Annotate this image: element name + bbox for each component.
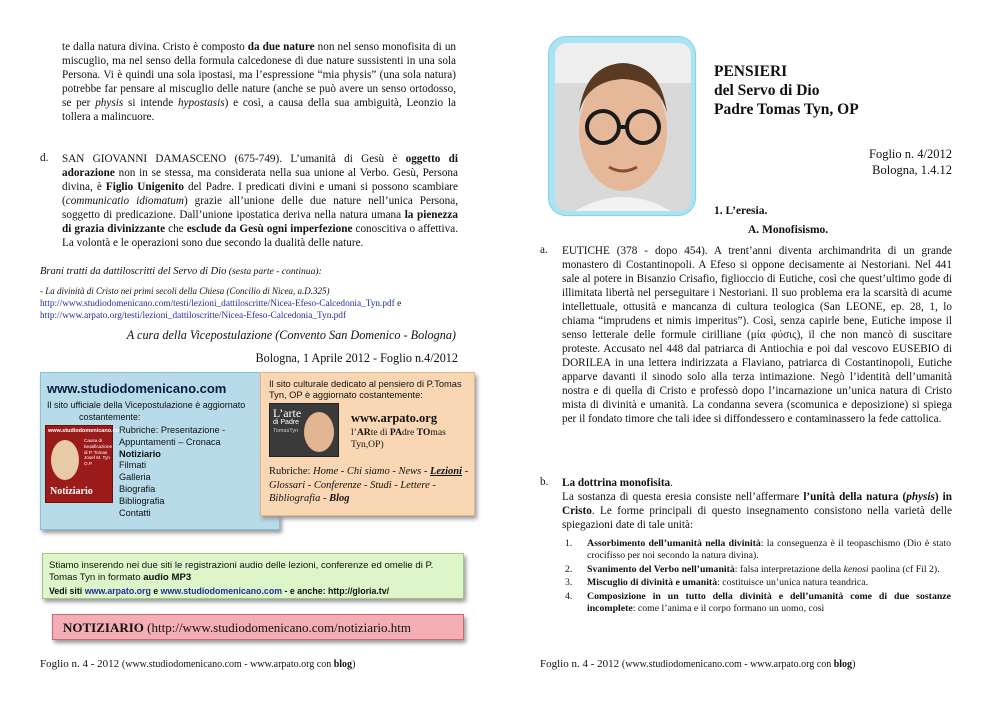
text-italic[interactable]: Home - Chi siamo - News - (310, 466, 430, 477)
text-bold: Assorbimento dell’umanità nella divinità (587, 538, 761, 549)
text: : falsa interpretazione della (734, 563, 844, 575)
source-links-1 (40, 299, 401, 309)
title-line: PENSIERI (714, 63, 788, 80)
text-italic: hypostasis (177, 97, 225, 109)
rubrics-list (119, 425, 225, 519)
list-item (565, 590, 951, 616)
text-italic: physis (906, 491, 935, 503)
text: ) grazie all’unione delle due nature nell’unica Persona, soggetto di predicazione. Dall’unione ipostatica deriva nella natura umana (62, 195, 458, 221)
text: Il sito ufficiale della Vicepostulazione è aggiornato (47, 400, 246, 410)
text: che (165, 223, 187, 235)
item-d-body (62, 152, 458, 250)
text-bold: audio MP3 (143, 572, 192, 583)
right-issue (869, 146, 952, 178)
audio-links (49, 586, 389, 596)
text-bold: Figlio Unigenito (105, 181, 184, 193)
rubric-item[interactable]: Galleria (119, 472, 151, 483)
rubric-item[interactable]: Bibliografia (119, 495, 165, 506)
notiziario-banner[interactable] (52, 614, 464, 640)
list-item (565, 563, 951, 576)
text: Rubriche: (269, 466, 311, 477)
studiodomenicano-box[interactable] (40, 372, 280, 530)
rubric-item[interactable]: Rubriche: Presentazione - (119, 425, 226, 435)
blog-link[interactable]: Blog (329, 493, 350, 504)
title-line: del Servo di Dio (714, 82, 820, 99)
item-b-body (562, 476, 952, 532)
text-bold: ) in Cristo (562, 491, 952, 517)
text-bold: da due nature (247, 41, 315, 53)
text: SAN GIOVANNI DAMASCENO (675-749). L’umanità di Gesù è (62, 153, 406, 165)
text: Vedi siti (49, 586, 85, 596)
text: La sostanza di questa eresia consiste nell’affermare (562, 491, 804, 503)
text: conoscitiva o affettiva. La volontà e le operazioni sono due secondo la dualità delle nature. (62, 223, 459, 249)
arpato-box[interactable] (260, 372, 475, 516)
source-links-2 (40, 311, 346, 321)
arpato-intro: Il sito culturale dedicato al pensiero di P.Tomas Tyn, OP è aggiornato costantemente: (269, 379, 462, 400)
section-heading: 1. L’eresia. (714, 205, 768, 217)
curated-by: A cura della Vicepostulazione (Convento San Domenico - Bologna) (126, 328, 456, 342)
logo-line: TomasTyn (273, 428, 299, 434)
arpato-rubriche (269, 465, 469, 506)
text-italic: kenosi (843, 563, 869, 575)
text-bold: TO (416, 427, 431, 438)
logo-title: Notiziario (50, 486, 93, 497)
logo-line: L’arte (273, 406, 302, 420)
item-d (40, 152, 458, 250)
text: paolina (cf Fil 2). (868, 563, 940, 575)
sub-list (565, 538, 951, 616)
brani-note: (sesta parte - continua): (226, 266, 322, 277)
text-bold: blog (333, 659, 353, 670)
pdf-link-2[interactable]: http://www.arpato.org/testi/lezioni_dattiloscritte/Nicea-Efeso-Calcedonia_Tyn.pdf (40, 311, 347, 321)
text: (www.studiodomenicano.com - www.arpato.org con (121, 659, 334, 670)
item-a (540, 244, 952, 426)
list-number: 2. (565, 563, 573, 575)
right-footer (540, 658, 855, 670)
cyan-desc (47, 400, 277, 410)
text: : come l’anima e il corpo formano un uomo, così (632, 603, 825, 615)
list-number: 1. (565, 538, 573, 549)
text: non in se stessa, ma considerata nella sua unione al Verbo. Gesù, Persona divina, è (62, 167, 458, 193)
text: - e anche: http://gloria.tv/ (282, 586, 390, 596)
item-b-heading (562, 476, 952, 490)
issue-date: Bologna, 1.4.12 (872, 163, 952, 177)
item-label: d. (40, 152, 49, 164)
item-b (540, 476, 952, 532)
arpato-link[interactable]: www.arpato.org (84, 586, 151, 596)
dateline: Bologna, 1 Aprile 2012 - Foglio n.4/2012 (255, 351, 458, 365)
left-footer (40, 658, 355, 670)
text: Foglio n. 4 - 2012 (40, 658, 122, 670)
notiziario-text (63, 620, 411, 636)
notiziario-label: NOTIZIARIO (63, 620, 144, 635)
text: e (150, 586, 161, 596)
item-label: a. (540, 244, 548, 256)
rubric-item[interactable]: Filmati (119, 460, 147, 471)
text: mas Tyn,OP) (351, 427, 446, 450)
text: . (670, 477, 673, 489)
portrait-photo (548, 36, 696, 216)
text: ) (852, 659, 856, 670)
audio-notice (42, 553, 464, 599)
logo-site: www.studiodomenicano.com (48, 428, 124, 434)
lezioni-link[interactable]: Lezioni (429, 466, 463, 477)
title-line: Padre Tomas Tyn, OP (714, 101, 859, 118)
text-bold: Svanimento del Verbo nell’umanità (587, 563, 735, 575)
list-item (565, 538, 951, 563)
text: dre (402, 427, 417, 438)
text: e (394, 299, 402, 309)
notiziario-logo (45, 425, 124, 503)
text: (www.studiodomenicano.com - www.arpato.org con (621, 659, 834, 670)
studiodomenicano-site[interactable]: www.studiodomenicano.com (47, 381, 227, 396)
rubric-item[interactable]: Notiziario (119, 448, 161, 459)
text: Foglio n. 4 - 2012 (540, 658, 622, 670)
portrait-icon (51, 440, 79, 480)
text: : la conseguenza è il teopaschismo (Dio è stato crocifisso per noi secondo la natura divina). (587, 538, 951, 562)
notiziario-url[interactable]: (http://www.studiodomenicano.com/notiziario.htm (143, 620, 411, 635)
text: l’ (351, 427, 357, 438)
arpato-sub (351, 427, 471, 451)
text-italic[interactable]: - Glossari - Conferenze - Studi - Lettere - Bibliografia - (269, 466, 469, 504)
arpato-logo (269, 403, 339, 457)
cyan-desc-2: costantemente: (79, 412, 141, 422)
text: si intende (123, 97, 178, 109)
text-bold: la pienezza di grazia divinizzante (62, 209, 458, 235)
text: del Padre. I predicati divini e umani si possono scambiare ( (62, 181, 458, 207)
source-caption (40, 266, 322, 277)
arpato-site[interactable]: www.arpato.org (351, 411, 438, 425)
list-number: 4. (565, 590, 573, 602)
source-title: - La divinità di Cristo nei primi secoli della Chiesa (Concilio di Nicea, a.D.325) (40, 286, 330, 296)
right-title (714, 62, 859, 119)
item-label: b. (540, 476, 549, 488)
portrait-icon (304, 412, 334, 452)
text: . Le forme principali di questo insegnamento consistono nella varietà delle spiegazioni date di tale unità: (562, 505, 952, 531)
text: te dalla natura divina. Cristo è composto (62, 41, 248, 53)
text: non nel senso monofisita di un miscuglio, ma nel senso della formula calcedonese di due nature sussistenti in una sola Persona. Vi è quindi una sola ipostasi, ma l’espressione “mia physis” (una sola natura) potrebbe far pensare al miscuglio delle nature (anche se può avere un senso ortodosso, se per (62, 41, 457, 109)
subsection-heading: A. Monofisismo. (748, 224, 829, 236)
text-bold: La dottrina monofisita (562, 477, 671, 489)
text-bold: Composizione in un tutto della divinità e dell’umanità come di due sostanze incomplete (587, 590, 951, 615)
text-bold: blog (833, 659, 853, 670)
logo-line: di Padre (273, 419, 300, 426)
text: ) e così, a causa della sua ambiguità, Leonzio la tollera a malincuore. (62, 97, 456, 123)
list-number: 3. (565, 577, 573, 589)
text-bold: oggetto di adorazione (62, 153, 458, 179)
text-italic: physis (95, 97, 124, 109)
text: te di (370, 427, 390, 438)
rubric-item[interactable]: Contatti (119, 507, 151, 518)
text: ) (352, 659, 356, 670)
issue-number: Foglio n. 4/2012 (869, 147, 952, 161)
top-paragraph (62, 40, 456, 124)
list-item (565, 577, 951, 589)
item-a-body: EUTICHE (378 - dopo 454). A trent’anni diventa archimandrita di un grande monastero di Costantinopoli. A Efeso si oppone decisamente ai Nestoriani. Nel 441 sale al potere in Bisanzio Crisafio, figlioccio di Eutiche, così che quest’ultimo gode di illimitata libertà nel perseguitare i Nestoriani. Il suo problema era la scarsità di acume intellettuale, ottusità e mancanza di cultura teologica (San LEONE, ep. 28, 1, lo chiama “imprudens et nimis imperitus”). Così, senza capirle bene, Eutiche impose il senso letterale delle formule cirilliane (μία φύσις), il che non mancò di suscitare proteste. Accusato nel 448 dal patriarca di Antiochia e poi dal vescovo EUSEBIO di DORILEA in una lettera indirizzata a Flaviano, patriarca di Costantinopoli, Eutiche apparve davanti il sinodo solo alla terza intimazione. Negò l’identità dell’umanità nostra e di quella di Cristo e professò dopo l’incarnazione un’unica natura di Cristo mista di divinità e umanità. La condanna severa (scomunica e deposizione) si spiega per il fondato timore che tali idee si diffondessero e contaminassero la fede cattolica. (562, 245, 952, 425)
brani-text: Brani tratti da dattiloscritti del Servo di Dio (40, 266, 227, 277)
logo-text: Causa di beatificazione di P. Tomas Josef M. Tyn O.P. (84, 438, 113, 467)
text: : costituisce un’unica natura teandrica. (717, 577, 869, 589)
text-bold: l’unità della natura ( (803, 491, 907, 503)
text: Stiamo inserendo nei due siti le registrazioni audio delle lezioni, conferenze ed omelie di P. Tomas Tyn in formato (49, 560, 434, 583)
studiodomenicano-link[interactable]: www.studiodomenicano.com (160, 586, 283, 596)
text-bold: AR (356, 427, 371, 438)
portrait-image (555, 43, 691, 211)
audio-text (49, 560, 459, 584)
text-bold: Miscuglio di divinità e umanità (587, 577, 718, 589)
rubric-item[interactable]: Appuntamenti – Cronaca (119, 436, 221, 447)
pdf-link-1[interactable]: http://www.studiodomenicano.com/testi/lezioni_dattiloscritte/Nicea-Efeso-Calcedonia_Tyn.pdf (40, 299, 395, 309)
rubric-item[interactable]: Biografia (119, 483, 156, 494)
text-italic: communicatio idiomatum (65, 195, 184, 207)
text-bold: esclude da Gesù ogni imperfezione (186, 223, 353, 235)
text-bold: PA (389, 427, 402, 438)
item-b-text (562, 490, 952, 532)
